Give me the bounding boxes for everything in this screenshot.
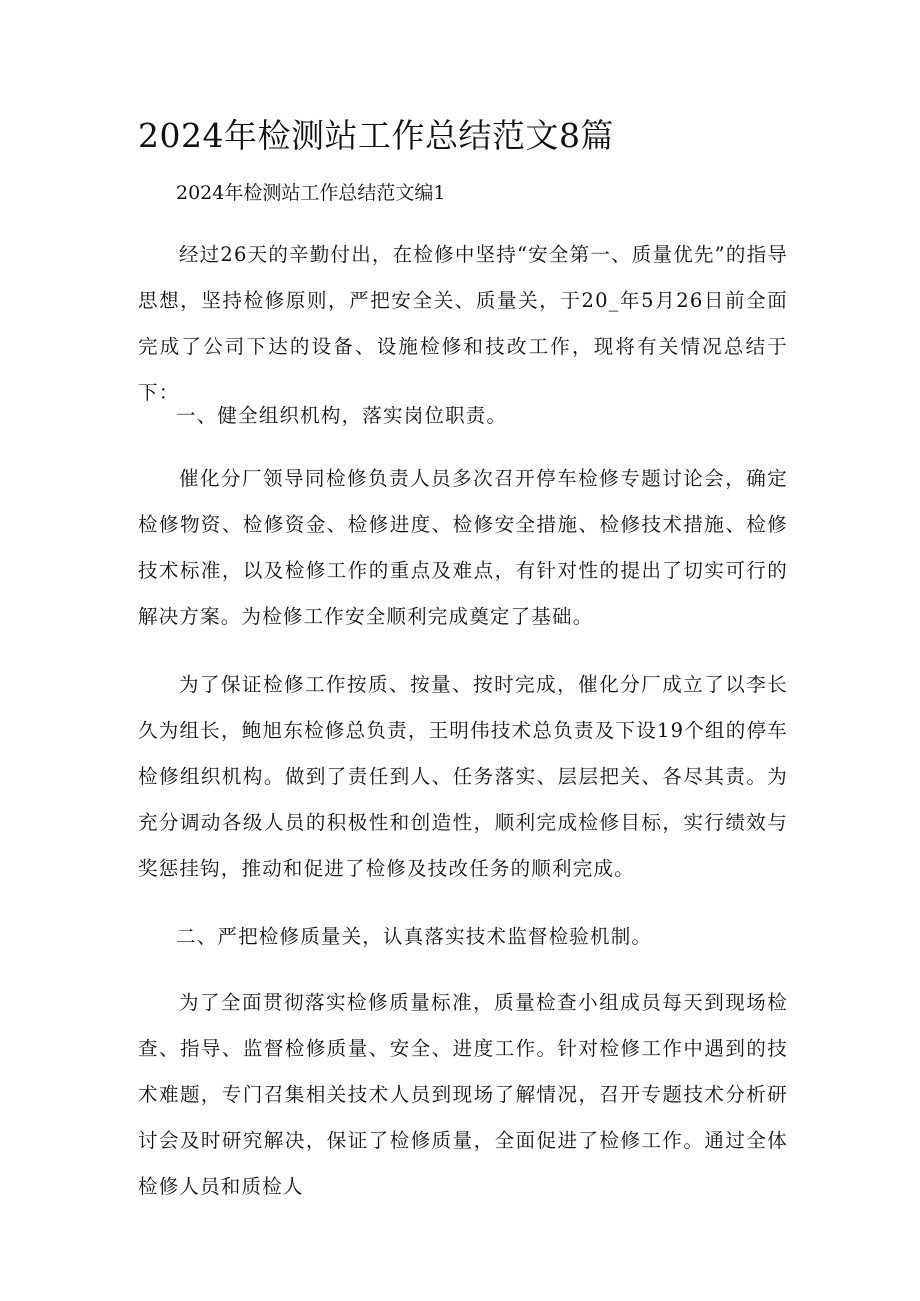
paragraph-quality: 为了全面贯彻落实检修质量标准，质量检查小组成员每天到现场检查、指导、监督检修质量、安全、进度工作。针对检修工作中遇到的技术难题，专门召集相关技术人员到现场了解情况，召开专题技术分析研讨会及时研究解决，保证了检修质量，全面促进了检修工作。通过全体检修人员和质检人 [138, 991, 788, 1198]
document-title: 2024年检测站工作总结范文8篇 [138, 116, 614, 155]
paragraph-meetings: 催化分厂领导同检修负责人员多次召开停车检修专题讨论会，确定检修物资、检修资金、检修进度、检修安全措施、检修技术措施、检修技术标准，以及检修工作的重点及难点，有针对性的提出了切实可行的解决方案。为检修工作安全顺利完成奠定了基础。 [138, 467, 788, 628]
paragraph-organization: 为了保证检修工作按质、按量、按时完成，催化分厂成立了以李长久为组长，鲍旭东检修总负责，王明伟技术总负责及下设19个组的停车检修组织机构。做到了责任到人、任务落实、层层把关、各尽其责。为充分调动各级人员的积极性和创造性，顺利完成检修目标，实行绩效与奖惩挂钩，推动和促进了检修及技改任务的顺利完成。 [138, 673, 788, 880]
paragraph-intro: 经过26天的辛勤付出，在检修中坚持“安全第一、质量优先”的指导思想，坚持检修原则，严把安全关、质量关，于20_年5月26日前全面完成了公司下达的设备、设施检修和技改工作，现将有关情况总结于下： [138, 243, 788, 404]
section-subtitle: 2024年检测站工作总结范文编1 [176, 182, 446, 204]
heading-organization: 一、健全组织机构，落实岗位职责。 [176, 404, 508, 427]
heading-quality: 二、严把检修质量关，认真落实技术监督检验机制。 [176, 925, 653, 948]
